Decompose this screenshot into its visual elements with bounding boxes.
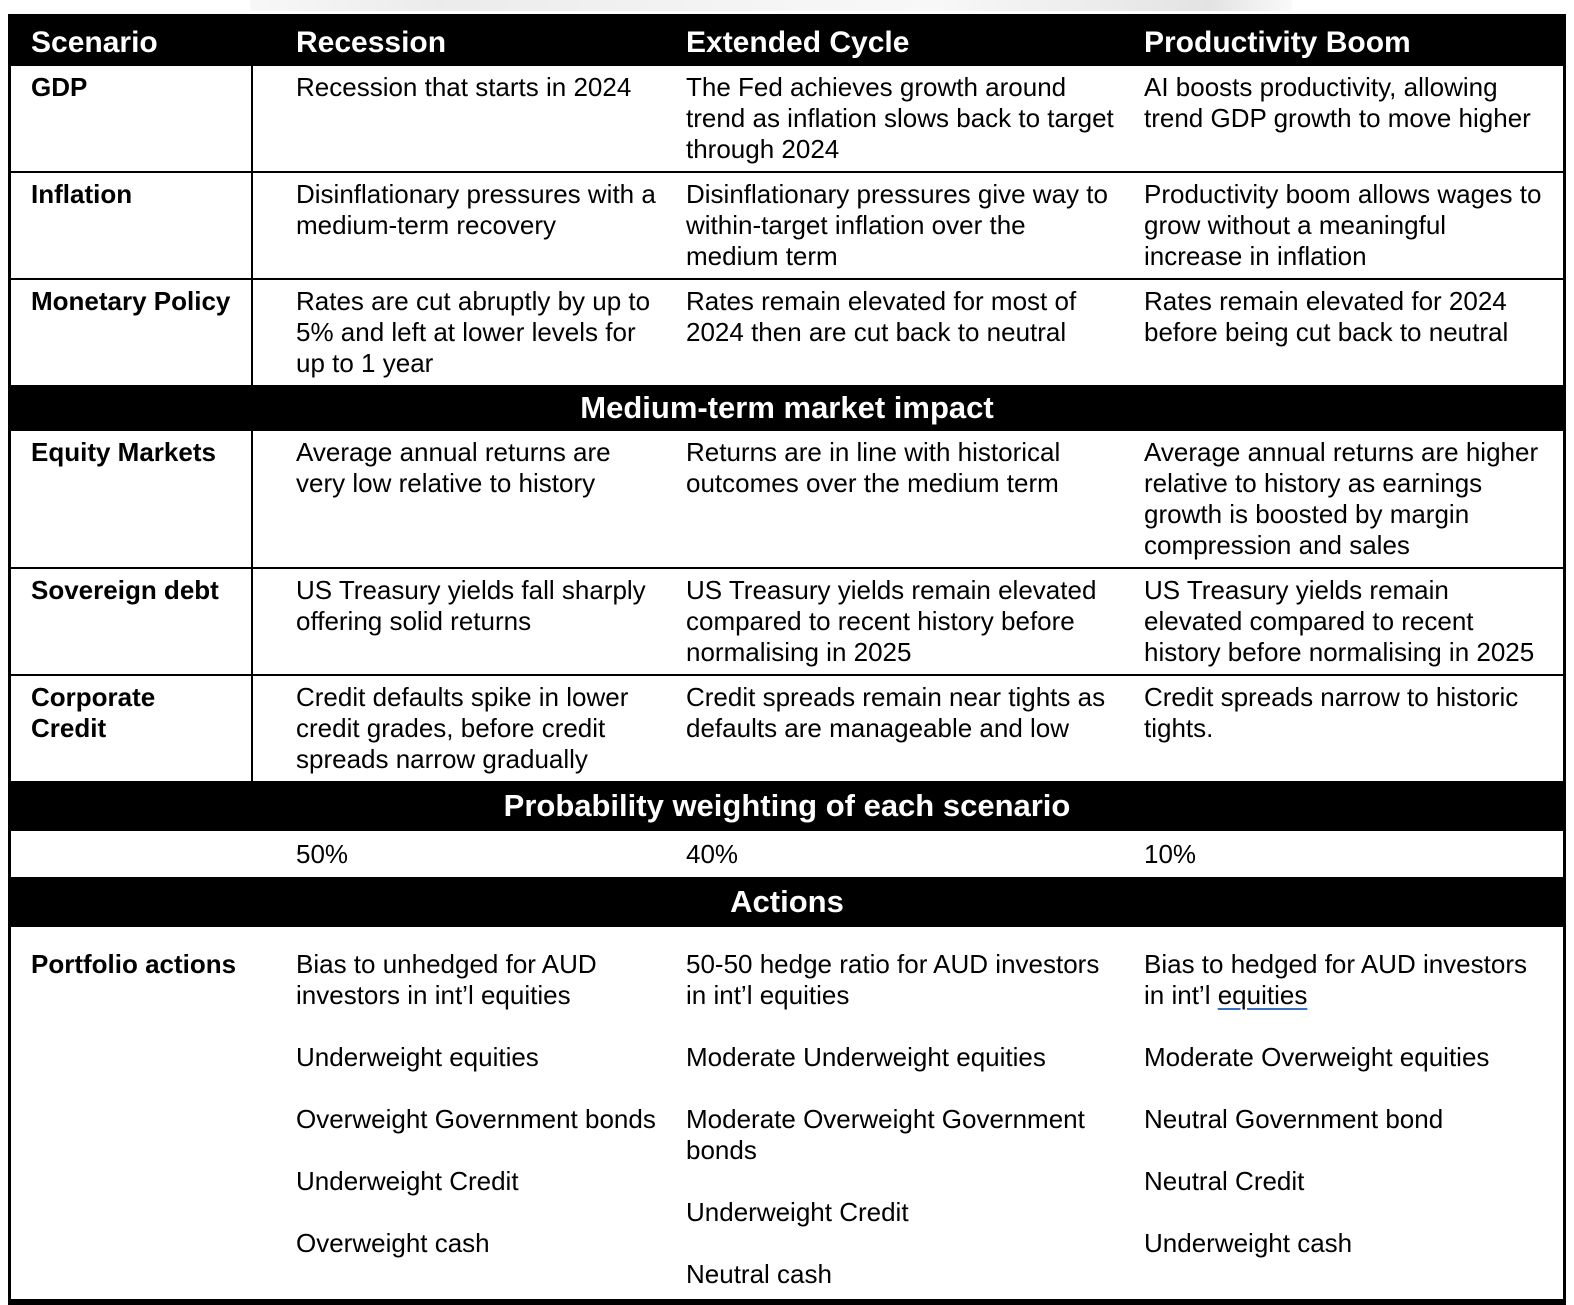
cell-inflation-recession: Disinflationary pressures with a medium-term recovery — [296, 179, 656, 240]
action-item: Neutral Government bond — [1144, 1104, 1444, 1134]
action-item: Moderate Underweight equities — [686, 1042, 1046, 1072]
table-row-corporate-credit — [11, 674, 1563, 781]
cell-actions-extended-cycle — [674, 927, 1132, 1299]
cell-credit-recession: Credit defaults spike in lower credit grades, before credit spreads narrow gradually — [296, 682, 629, 774]
action-item: Bias to unhedged for AUD investors in int’l equities — [296, 949, 597, 1010]
row-label-gdp: GDP — [11, 66, 253, 171]
header-productivity-boom: Productivity Boom — [1144, 25, 1411, 59]
row-label-monetary-policy: Monetary Policy — [11, 280, 253, 385]
probability-productivity-boom: 10% — [1144, 839, 1197, 869]
action-item: Overweight cash — [296, 1228, 490, 1258]
cell-probability-spacer — [11, 831, 253, 877]
scenario-table — [8, 14, 1566, 1305]
cell-gdp-productivity-boom: AI boosts productivity, allowing trend GDP growth to move higher — [1144, 72, 1531, 133]
cell-inflation-extended-cycle: Disinflationary pressures give way to within-target inflation over the medium term — [686, 179, 1108, 271]
table-row-inflation — [11, 171, 1563, 278]
row-label-equity-markets: Equity Markets — [11, 431, 253, 567]
cell-credit-productivity-boom: Credit spreads narrow to historic tights. — [1144, 682, 1519, 743]
action-item: Underweight Credit — [686, 1197, 909, 1227]
action-item-text: Bias to hedged for AUD investors in int’l — [1144, 949, 1527, 1010]
row-label-inflation: Inflation — [11, 173, 253, 278]
table-row-monetary-policy — [11, 278, 1563, 385]
cell-actions-productivity-boom — [1132, 927, 1563, 1299]
cell-gdp-extended-cycle: The Fed achieves growth around trend as inflation slows back to target through 2024 — [686, 72, 1114, 164]
table-row-equity-markets — [11, 431, 1563, 567]
equities-link[interactable]: equities — [1217, 980, 1308, 1010]
cell-equity-productivity-boom: Average annual returns are higher relative to history as earnings growth is boosted by margin compression and sales — [1144, 437, 1539, 560]
section-banner-market-impact: Medium-term market impact — [11, 385, 1563, 431]
cell-credit-extended-cycle: Credit spreads remain near tights as defaults are manageable and low — [686, 682, 1106, 743]
table-row-sovereign-debt — [11, 567, 1563, 674]
table-row-probabilities — [11, 831, 1563, 877]
cell-sovereign-extended-cycle: US Treasury yields remain elevated compared to recent history before normalising in 2025 — [686, 575, 1097, 667]
action-item: Underweight cash — [1144, 1228, 1353, 1258]
action-item: Underweight equities — [296, 1042, 539, 1072]
probability-extended-cycle: 40% — [686, 839, 739, 869]
action-item: Underweight Credit — [296, 1166, 519, 1196]
action-item: 50-50 hedge ratio for AUD investors in int’l equities — [686, 949, 1100, 1010]
cell-sovereign-recession: US Treasury yields fall sharply offering solid returns — [296, 575, 646, 636]
action-item: Neutral Credit — [1144, 1166, 1305, 1196]
table-header-row — [11, 18, 1563, 66]
action-item: Neutral cash — [686, 1259, 832, 1289]
cell-actions-recession — [253, 927, 674, 1299]
action-item: Moderate Overweight equities — [1144, 1042, 1490, 1072]
table-row-portfolio-actions — [11, 927, 1563, 1299]
cell-equity-extended-cycle: Returns are in line with historical outcomes over the medium term — [686, 437, 1061, 498]
header-recession: Recession — [296, 25, 447, 59]
table-row-gdp — [11, 66, 1563, 171]
action-item: Overweight Government bonds — [296, 1104, 656, 1134]
row-label-portfolio-actions: Portfolio actions — [31, 949, 237, 979]
action-item: Moderate Overweight Government bonds — [686, 1104, 1085, 1165]
row-label-sovereign-debt: Sovereign debt — [11, 569, 253, 674]
section-banner-probability: Probability weighting of each scenario — [11, 781, 1563, 831]
cell-inflation-productivity-boom: Productivity boom allows wages to grow without a meaningful increase in inflation — [1144, 179, 1542, 271]
cell-sovereign-productivity-boom: US Treasury yields remain elevated compared to recent history before normalising in 2025 — [1144, 575, 1535, 667]
cell-monetary-extended-cycle: Rates remain elevated for most of 2024 then are cut back to neutral — [686, 286, 1077, 347]
cropped-content-artifact — [250, 0, 1292, 11]
action-item — [1144, 949, 1547, 1011]
cell-monetary-productivity-boom: Rates remain elevated for 2024 before being cut back to neutral — [1144, 286, 1509, 347]
cell-monetary-recession: Rates are cut abruptly by up to 5% and left at lower levels for up to 1 year — [296, 286, 651, 378]
probability-recession: 50% — [296, 839, 349, 869]
header-scenario: Scenario — [31, 25, 158, 59]
row-label-corporate-credit: Corporate Credit — [11, 676, 253, 781]
cell-equity-recession: Average annual returns are very low relative to history — [296, 437, 611, 498]
section-banner-actions: Actions — [11, 877, 1563, 927]
cell-gdp-recession: Recession that starts in 2024 — [296, 72, 632, 102]
header-extended-cycle: Extended Cycle — [686, 25, 910, 59]
